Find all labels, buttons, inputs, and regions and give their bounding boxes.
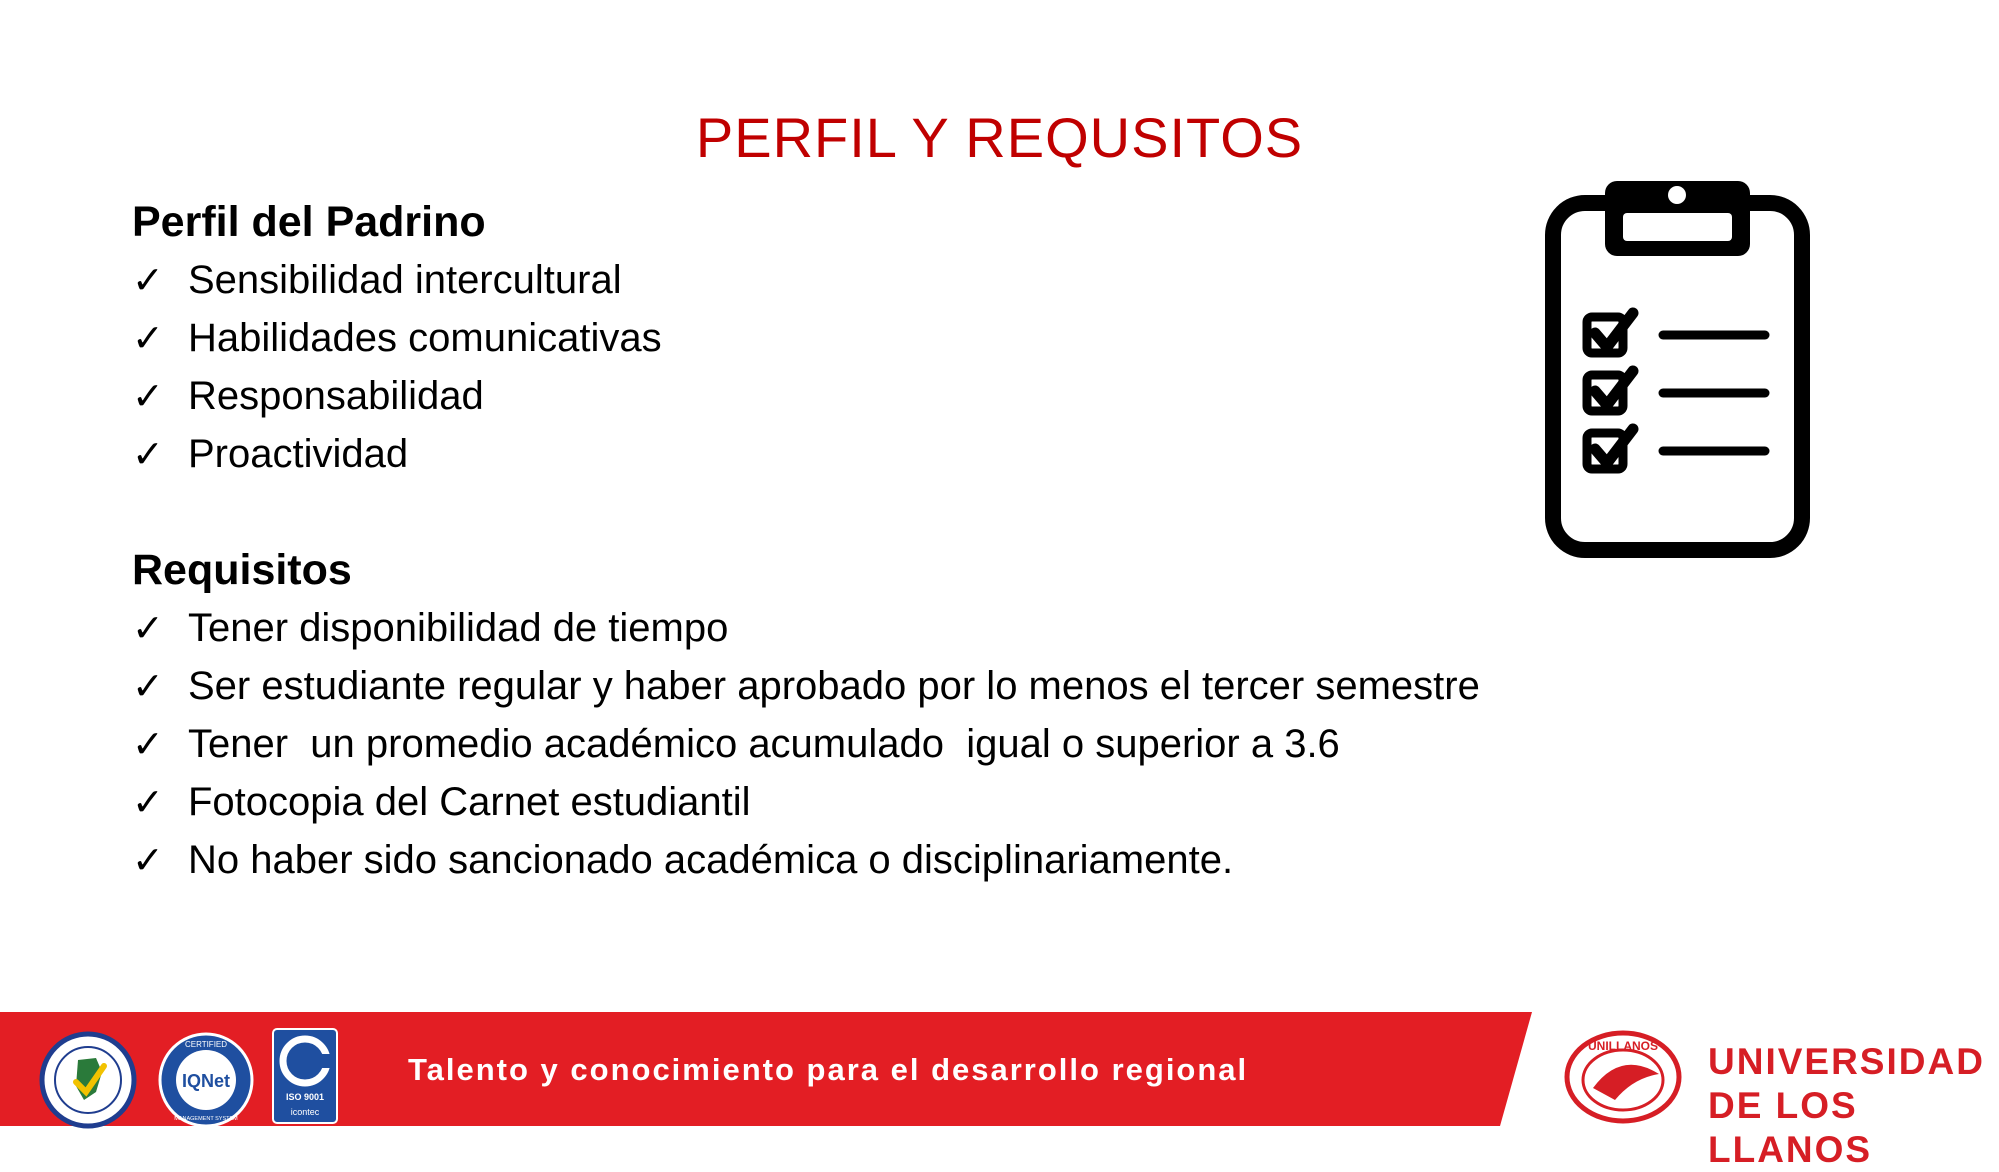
content (132, 193, 1612, 889)
requirements-heading: Requisitos (132, 546, 352, 594)
check-icon: ✓ (132, 839, 164, 882)
list-item-text: Ser estudiante regular y haber aprobado por lo menos el tercer semestre (188, 663, 1480, 708)
icontec-label: icontec (290, 1107, 320, 1117)
clipboard-checklist-icon (1545, 175, 1810, 558)
university-name-line2: DE LOS LLANOS (1708, 1085, 1873, 1170)
check-icon: ✓ (132, 259, 164, 302)
list-item (132, 657, 1612, 715)
check-icon: ✓ (132, 607, 164, 650)
list-item (132, 831, 1612, 889)
slide-title: PERFIL Y REQUSITOS (695, 106, 1304, 169)
colombia-certification-seal (38, 1030, 138, 1130)
university-name-line1: UNIVERSIDAD (1708, 1041, 1985, 1082)
list-item (132, 367, 1612, 425)
list-item (132, 309, 1612, 367)
list-item-text: Habilidades comunicativas (188, 315, 662, 360)
check-icon: ✓ (132, 375, 164, 418)
iso-label: ISO 9001 (285, 1092, 325, 1102)
list-item (132, 715, 1612, 773)
list-item-text: Tener un promedio académico acumulado igual o superior a 3.6 (188, 721, 1340, 766)
icontec-iso-9001-seal (272, 1028, 338, 1124)
list-item-text: Responsabilidad (188, 373, 484, 418)
list-item-text: Proactividad (188, 431, 409, 476)
check-icon: ✓ (132, 317, 164, 360)
list-item (132, 773, 1612, 831)
iqnet-bottom-label: MANAGEMENT SYSTEM (174, 1116, 238, 1122)
check-icon: ✓ (132, 665, 164, 708)
list-item (132, 599, 1612, 657)
section-spacer (132, 483, 1612, 541)
footer-banner (0, 1012, 1999, 1170)
list-item-text: Fotocopia del Carnet estudiantil (188, 779, 751, 824)
iqnet-top-label: CERTIFIED (184, 1040, 228, 1049)
list-item (132, 425, 1612, 483)
seal-label: UNILLANOS (1588, 1039, 1658, 1053)
check-icon: ✓ (132, 433, 164, 476)
check-icon: ✓ (132, 781, 164, 824)
footer-slogan: Talento y conocimiento para el desarrollo regional (408, 1052, 1249, 1087)
unillanos-seal (1563, 1030, 1683, 1124)
check-icon: ✓ (132, 723, 164, 766)
list-item-text: No haber sido sancionado académica o disciplinariamente. (188, 837, 1234, 882)
iqnet-certified-seal (156, 1030, 256, 1130)
list-item-text: Sensibilidad intercultural (188, 257, 622, 302)
profile-heading: Perfil del Padrino (132, 198, 486, 246)
list-item (132, 251, 1612, 309)
university-name (1708, 1040, 1999, 1172)
iqnet-label: IQNet (181, 1071, 231, 1091)
list-item-text: Tener disponibilidad de tiempo (188, 605, 729, 650)
